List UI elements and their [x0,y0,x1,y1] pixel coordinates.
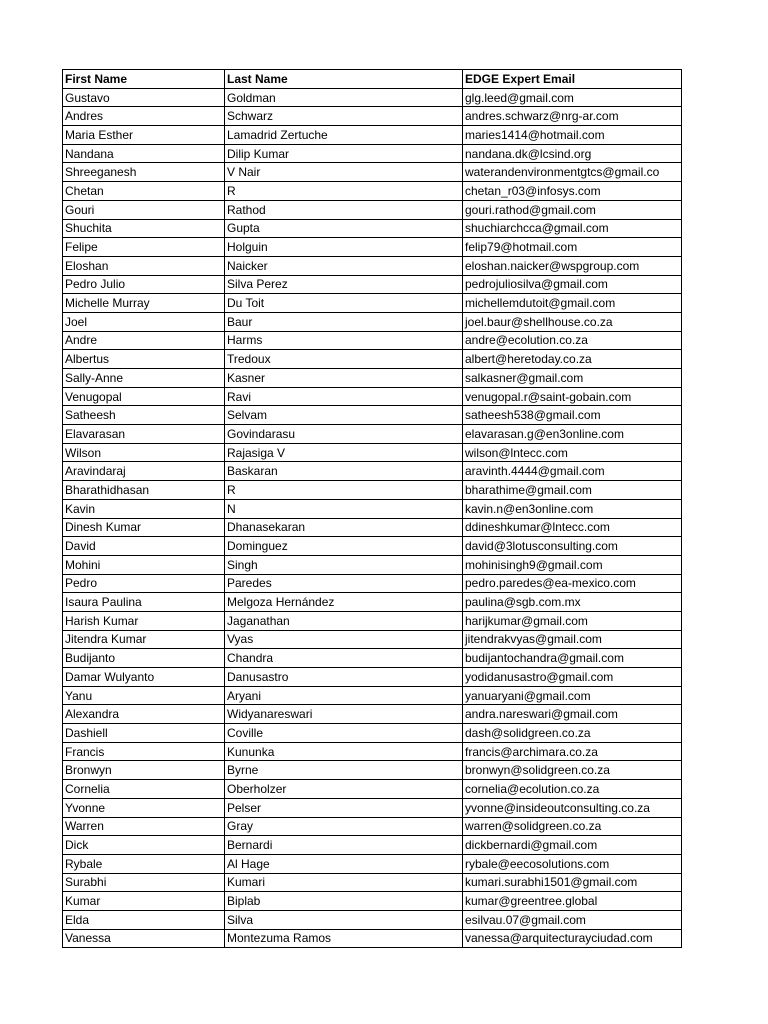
last-name-cell[interactable]: Lamadrid Zertuche [225,126,463,145]
last-name-cell[interactable]: Singh [225,555,463,574]
first-name-cell[interactable]: Yanu [63,686,225,705]
last-name-cell[interactable]: Oberholzer [225,780,463,799]
table-row [63,518,682,537]
table-row [63,238,682,257]
first-name-cell[interactable]: Cornelia [63,780,225,799]
table-row [63,107,682,126]
first-name-cell[interactable]: Nandana [63,144,225,163]
email-cell[interactable]: elavarasan.g@en3online.com [463,425,682,444]
last-name-cell[interactable]: Pelser [225,798,463,817]
email-cell[interactable]: kumari.surabhi1501@gmail.com [463,873,682,892]
email-cell[interactable]: satheesh538@gmail.com [463,406,682,425]
header-first-name[interactable]: First Name [63,70,225,89]
table-row [63,481,682,500]
first-name-cell[interactable]: Chetan [63,182,225,201]
first-name-cell[interactable]: Gouri [63,200,225,219]
first-name-cell[interactable]: Bronwyn [63,761,225,780]
last-name-cell[interactable]: N [225,499,463,518]
email-cell[interactable]: felip79@hotmail.com [463,238,682,257]
first-name-cell[interactable]: Budijanto [63,649,225,668]
last-name-cell[interactable]: R [225,182,463,201]
table-row [63,369,682,388]
table-row [63,275,682,294]
first-name-cell[interactable]: Isaura Paulina [63,593,225,612]
last-name-cell[interactable]: Vyas [225,630,463,649]
email-cell[interactable]: albert@heretoday.co.za [463,350,682,369]
email-cell[interactable]: shuchiarchcca@gmail.com [463,219,682,238]
table-row [63,555,682,574]
first-name-cell[interactable]: Albertus [63,350,225,369]
first-name-cell[interactable]: Yvonne [63,798,225,817]
email-cell[interactable]: dickbernardi@gmail.com [463,836,682,855]
table-row [63,462,682,481]
table-row [63,350,682,369]
email-cell[interactable]: yvonne@insideoutconsulting.co.za [463,798,682,817]
last-name-cell[interactable]: Harms [225,331,463,350]
last-name-cell[interactable]: R [225,481,463,500]
header-row [63,70,682,89]
first-name-cell[interactable]: Shuchita [63,219,225,238]
email-cell[interactable]: rybale@eecosolutions.com [463,854,682,873]
email-cell[interactable]: bharathime@gmail.com [463,481,682,500]
email-cell[interactable]: michellemdutoit@gmail.com [463,294,682,313]
first-name-cell[interactable]: Michelle Murray [63,294,225,313]
email-cell[interactable]: bronwyn@solidgreen.co.za [463,761,682,780]
first-name-cell[interactable]: Pedro Julio [63,275,225,294]
expert-table [62,69,682,948]
email-cell[interactable]: maries1414@hotmail.com [463,126,682,145]
email-cell[interactable]: gouri.rathod@gmail.com [463,200,682,219]
last-name-cell[interactable]: Schwarz [225,107,463,126]
last-name-cell[interactable]: Bernardi [225,836,463,855]
last-name-cell[interactable]: Widyanareswari [225,705,463,724]
last-name-cell[interactable]: Danusastro [225,668,463,687]
last-name-cell[interactable]: Dominguez [225,537,463,556]
first-name-cell[interactable]: Dinesh Kumar [63,518,225,537]
first-name-cell[interactable]: Eloshan [63,256,225,275]
first-name-cell[interactable]: Sally-Anne [63,369,225,388]
header-last-name[interactable]: Last Name [225,70,463,89]
first-name-cell[interactable]: Dick [63,836,225,855]
table-row [63,574,682,593]
last-name-cell[interactable]: Kumari [225,873,463,892]
table-row [63,88,682,107]
email-cell[interactable]: paulina@sgb.com.mx [463,593,682,612]
table-row [63,126,682,145]
table-row [63,425,682,444]
spreadsheet [62,69,681,948]
table-row [63,593,682,612]
last-name-cell[interactable]: Silva [225,910,463,929]
first-name-cell[interactable]: Mohini [63,555,225,574]
email-cell[interactable]: dash@solidgreen.co.za [463,724,682,743]
last-name-cell[interactable]: Paredes [225,574,463,593]
email-cell[interactable]: pedrojuliosilva@gmail.com [463,275,682,294]
last-name-cell[interactable]: Byrne [225,761,463,780]
first-name-cell[interactable]: Andre [63,331,225,350]
first-name-cell[interactable]: Kumar [63,892,225,911]
email-cell[interactable]: glg.leed@gmail.com [463,88,682,107]
table-row [63,219,682,238]
table-row [63,331,682,350]
last-name-cell[interactable]: V Nair [225,163,463,182]
last-name-cell[interactable]: Dilip Kumar [225,144,463,163]
last-name-cell[interactable]: Dhanasekaran [225,518,463,537]
email-cell[interactable]: budijantochandra@gmail.com [463,649,682,668]
first-name-cell[interactable]: Felipe [63,238,225,257]
email-cell[interactable]: vanessa@arquitecturayciudad.com [463,929,682,948]
email-cell[interactable]: jitendrakvyas@gmail.com [463,630,682,649]
first-name-cell[interactable]: Dashiell [63,724,225,743]
table-row [63,406,682,425]
first-name-cell[interactable]: Francis [63,742,225,761]
last-name-cell[interactable]: Aryani [225,686,463,705]
last-name-cell[interactable]: Du Toit [225,294,463,313]
table-row [63,294,682,313]
email-cell[interactable]: harijkumar@gmail.com [463,611,682,630]
first-name-cell[interactable]: Elavarasan [63,425,225,444]
last-name-cell[interactable]: Baur [225,312,463,331]
email-cell[interactable]: nandana.dk@lcsind.org [463,144,682,163]
first-name-cell[interactable]: Surabhi [63,873,225,892]
last-name-cell[interactable]: Holguin [225,238,463,257]
table-row [63,182,682,201]
first-name-cell[interactable]: Damar Wulyanto [63,668,225,687]
table-row [63,761,682,780]
last-name-cell[interactable]: Biplab [225,892,463,911]
email-cell[interactable]: eloshan.naicker@wspgroup.com [463,256,682,275]
table-row [63,798,682,817]
email-cell[interactable]: cornelia@ecolution.co.za [463,780,682,799]
first-name-cell[interactable]: Aravindaraj [63,462,225,481]
first-name-cell[interactable]: Gustavo [63,88,225,107]
table-row [63,387,682,406]
first-name-cell[interactable]: Shreeganesh [63,163,225,182]
last-name-cell[interactable]: Gupta [225,219,463,238]
last-name-cell[interactable]: Kasner [225,369,463,388]
email-cell[interactable]: kumar@greentree.global [463,892,682,911]
first-name-cell[interactable]: Elda [63,910,225,929]
table-row [63,817,682,836]
first-name-cell[interactable]: Pedro [63,574,225,593]
first-name-cell[interactable]: Maria Esther [63,126,225,145]
first-name-cell[interactable]: Warren [63,817,225,836]
table-row [63,537,682,556]
first-name-cell[interactable]: Jitendra Kumar [63,630,225,649]
table-row [63,649,682,668]
table-row [63,705,682,724]
email-cell[interactable]: wilson@lntecc.com [463,443,682,462]
email-cell[interactable]: ddineshkumar@lntecc.com [463,518,682,537]
last-name-cell[interactable]: Rathod [225,200,463,219]
table-row [63,630,682,649]
table-row [63,686,682,705]
last-name-cell[interactable]: Govindarasu [225,425,463,444]
email-cell[interactable]: kavin.n@en3online.com [463,499,682,518]
table-row [63,443,682,462]
email-cell[interactable]: andra.nareswari@gmail.com [463,705,682,724]
header-email[interactable]: EDGE Expert Email [463,70,682,89]
table-row [63,144,682,163]
first-name-cell[interactable]: Alexandra [63,705,225,724]
last-name-cell[interactable]: Rajasiga V [225,443,463,462]
email-cell[interactable]: yodidanusastro@gmail.com [463,668,682,687]
table-row [63,163,682,182]
last-name-cell[interactable]: Silva Perez [225,275,463,294]
last-name-cell[interactable]: Naicker [225,256,463,275]
last-name-cell[interactable]: Tredoux [225,350,463,369]
email-cell[interactable]: chetan_r03@infosys.com [463,182,682,201]
email-cell[interactable]: joel.baur@shellhouse.co.za [463,312,682,331]
last-name-cell[interactable]: Baskaran [225,462,463,481]
table-row [63,742,682,761]
first-name-cell[interactable]: Andres [63,107,225,126]
first-name-cell[interactable]: Wilson [63,443,225,462]
last-name-cell[interactable]: Selvam [225,406,463,425]
table-row [63,256,682,275]
email-cell[interactable]: andre@ecolution.co.za [463,331,682,350]
table-row [63,854,682,873]
table-row [63,892,682,911]
first-name-cell[interactable]: Satheesh [63,406,225,425]
email-cell[interactable]: waterandenvironmentgtcs@gmail.co [463,163,682,182]
table-row [63,312,682,331]
last-name-cell[interactable]: Goldman [225,88,463,107]
email-cell[interactable]: andres.schwarz@nrg-ar.com [463,107,682,126]
table-body [63,88,682,948]
table-row [63,780,682,799]
email-cell[interactable]: warren@solidgreen.co.za [463,817,682,836]
table-row [63,499,682,518]
first-name-cell[interactable]: Rybale [63,854,225,873]
table-row [63,668,682,687]
last-name-cell[interactable]: Al Hage [225,854,463,873]
email-cell[interactable]: aravinth.4444@gmail.com [463,462,682,481]
last-name-cell[interactable]: Ravi [225,387,463,406]
table-row [63,910,682,929]
last-name-cell[interactable]: Jaganathan [225,611,463,630]
email-cell[interactable]: mohinisingh9@gmail.com [463,555,682,574]
table-row [63,724,682,743]
email-cell[interactable]: david@3lotusconsulting.com [463,537,682,556]
first-name-cell[interactable]: Joel [63,312,225,331]
first-name-cell[interactable]: Kavin [63,499,225,518]
table-row [63,873,682,892]
table-row [63,929,682,948]
first-name-cell[interactable]: David [63,537,225,556]
first-name-cell[interactable]: Vanessa [63,929,225,948]
email-cell[interactable]: esilvau.07@gmail.com [463,910,682,929]
last-name-cell[interactable]: Coville [225,724,463,743]
last-name-cell[interactable]: Montezuma Ramos [225,929,463,948]
table-row [63,200,682,219]
email-cell[interactable]: venugopal.r@saint-gobain.com [463,387,682,406]
last-name-cell[interactable]: Kununka [225,742,463,761]
first-name-cell[interactable]: Harish Kumar [63,611,225,630]
email-cell[interactable]: salkasner@gmail.com [463,369,682,388]
email-cell[interactable]: francis@archimara.co.za [463,742,682,761]
email-cell[interactable]: yanuaryani@gmail.com [463,686,682,705]
last-name-cell[interactable]: Chandra [225,649,463,668]
table-row [63,611,682,630]
email-cell[interactable]: pedro.paredes@ea-mexico.com [463,574,682,593]
table-row [63,836,682,855]
last-name-cell[interactable]: Melgoza Hernández [225,593,463,612]
first-name-cell[interactable]: Bharathidhasan [63,481,225,500]
first-name-cell[interactable]: Venugopal [63,387,225,406]
last-name-cell[interactable]: Gray [225,817,463,836]
